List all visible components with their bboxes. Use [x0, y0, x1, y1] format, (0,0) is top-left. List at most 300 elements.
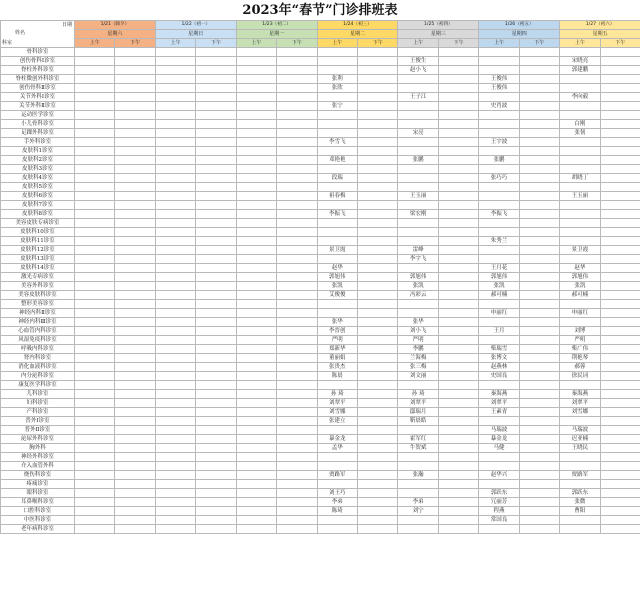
schedule-cell: 刘翠平 — [398, 399, 438, 408]
department-cell: 创伤骨科Ⅱ诊室 — [1, 84, 75, 93]
table-row — [1, 300, 640, 309]
schedule-cell — [358, 498, 398, 507]
half-day-header-pm: 下午 — [438, 39, 478, 48]
schedule-cell — [317, 111, 357, 120]
schedule-cell — [236, 282, 276, 291]
schedule-cell — [560, 480, 600, 489]
schedule-cell — [358, 264, 398, 273]
schedule-cell — [115, 84, 155, 93]
department-cell: 皮肤科7诊室 — [1, 201, 75, 210]
schedule-cell — [519, 192, 559, 201]
schedule-cell: 李振飞 — [317, 210, 357, 219]
schedule-cell — [277, 147, 317, 156]
schedule-cell — [236, 399, 276, 408]
schedule-cell — [519, 399, 559, 408]
department-cell: 激光专病诊室 — [1, 273, 75, 282]
schedule-cell — [155, 192, 195, 201]
schedule-cell — [236, 336, 276, 345]
schedule-cell — [277, 138, 317, 147]
schedule-cell — [196, 129, 236, 138]
schedule-cell — [600, 489, 640, 498]
schedule-cell — [317, 453, 357, 462]
schedule-cell — [519, 462, 559, 471]
schedule-cell — [519, 345, 559, 354]
schedule-cell — [600, 372, 640, 381]
schedule-cell — [479, 48, 519, 57]
schedule-cell — [115, 237, 155, 246]
schedule-table — [0, 20, 640, 534]
schedule-cell — [560, 255, 600, 264]
schedule-cell — [479, 462, 519, 471]
schedule-cell — [358, 426, 398, 435]
schedule-cell — [358, 381, 398, 390]
schedule-cell: 张宁 — [317, 102, 357, 111]
schedule-cell — [438, 93, 478, 102]
schedule-cell: 暴金龙 — [317, 435, 357, 444]
schedule-cell — [519, 309, 559, 318]
schedule-cell — [398, 147, 438, 156]
schedule-cell — [358, 228, 398, 237]
table-row — [1, 273, 640, 282]
schedule-cell: 朱秀兰 — [479, 237, 519, 246]
schedule-cell: 兰海梅 — [398, 354, 438, 363]
schedule-cell — [479, 219, 519, 228]
schedule-cell — [196, 498, 236, 507]
schedule-cell — [358, 507, 398, 516]
department-cell: 呼吸内科诊室 — [1, 345, 75, 354]
table-row — [1, 219, 640, 228]
schedule-cell — [519, 147, 559, 156]
schedule-cell — [479, 66, 519, 75]
schedule-cell — [75, 93, 115, 102]
schedule-cell — [196, 282, 236, 291]
department-cell: 泌尿外科诊室 — [1, 435, 75, 444]
schedule-cell — [519, 417, 559, 426]
department-cell: 皮肤科11诊室 — [1, 237, 75, 246]
schedule-cell: 赵小飞 — [398, 66, 438, 75]
schedule-cell — [358, 282, 398, 291]
schedule-cell — [115, 417, 155, 426]
schedule-cell — [115, 75, 155, 84]
table-row — [1, 309, 640, 318]
schedule-cell — [236, 246, 276, 255]
schedule-cell — [479, 525, 519, 534]
schedule-cell: 景卫霞 — [560, 246, 600, 255]
schedule-cell — [358, 174, 398, 183]
schedule-cell: 贾路军 — [560, 471, 600, 480]
schedule-cell — [398, 120, 438, 129]
schedule-cell — [398, 480, 438, 489]
schedule-cell — [277, 426, 317, 435]
schedule-cell — [115, 102, 155, 111]
schedule-cell: 孟华 — [317, 444, 357, 453]
schedule-cell — [75, 57, 115, 66]
schedule-cell — [155, 120, 195, 129]
schedule-cell — [600, 291, 640, 300]
schedule-cell — [75, 237, 115, 246]
schedule-cell — [236, 354, 276, 363]
schedule-cell — [196, 120, 236, 129]
schedule-cell — [115, 264, 155, 273]
schedule-cell — [519, 201, 559, 210]
schedule-cell — [196, 219, 236, 228]
schedule-cell — [75, 471, 115, 480]
schedule-cell: 邓艳艳 — [317, 156, 357, 165]
schedule-cell — [236, 111, 276, 120]
schedule-cell — [560, 228, 600, 237]
schedule-cell — [115, 381, 155, 390]
schedule-cell — [438, 480, 478, 489]
schedule-cell: 申丽红 — [479, 309, 519, 318]
schedule-cell — [236, 183, 276, 192]
schedule-cell: 郝可楠 — [479, 291, 519, 300]
schedule-cell: 张凯 — [317, 282, 357, 291]
schedule-cell — [600, 246, 640, 255]
schedule-cell — [358, 210, 398, 219]
schedule-cell — [155, 219, 195, 228]
schedule-cell — [438, 372, 478, 381]
schedule-cell: 郑新华 — [317, 345, 357, 354]
schedule-cell — [600, 390, 640, 399]
schedule-cell — [438, 111, 478, 120]
table-row — [1, 462, 640, 471]
schedule-cell — [519, 273, 559, 282]
schedule-cell — [560, 48, 600, 57]
department-cell: 皮肤科4诊室 — [1, 174, 75, 183]
schedule-cell — [600, 183, 640, 192]
department-cell: 美容皮肤专病诊室 — [1, 219, 75, 228]
schedule-cell — [155, 354, 195, 363]
schedule-cell: 贾路军 — [317, 471, 357, 480]
department-cell: 口腔科诊室 — [1, 507, 75, 516]
schedule-cell — [600, 264, 640, 273]
schedule-cell — [115, 426, 155, 435]
schedule-cell — [479, 201, 519, 210]
schedule-cell — [155, 318, 195, 327]
schedule-cell — [196, 408, 236, 417]
schedule-cell — [600, 66, 640, 75]
department-cell: 脊柱外科诊室 — [1, 66, 75, 75]
schedule-cell — [438, 129, 478, 138]
schedule-cell — [75, 192, 115, 201]
schedule-cell — [600, 84, 640, 93]
schedule-cell — [196, 93, 236, 102]
table-row — [1, 120, 640, 129]
schedule-cell — [196, 111, 236, 120]
schedule-cell — [75, 255, 115, 264]
schedule-cell — [277, 156, 317, 165]
schedule-cell — [438, 471, 478, 480]
department-cell: 关节外科Ⅱ诊室 — [1, 102, 75, 111]
corner-header — [1, 21, 75, 48]
schedule-cell — [115, 399, 155, 408]
schedule-cell — [196, 210, 236, 219]
table-row — [1, 84, 640, 93]
schedule-cell — [560, 138, 600, 147]
schedule-cell — [479, 381, 519, 390]
schedule-cell: 刘宁 — [398, 507, 438, 516]
schedule-cell: 李宇飞 — [398, 255, 438, 264]
schedule-cell — [155, 210, 195, 219]
schedule-cell — [75, 147, 115, 156]
schedule-cell — [317, 66, 357, 75]
schedule-cell: 张华 — [398, 318, 438, 327]
schedule-cell: 张瀚 — [398, 471, 438, 480]
schedule-cell: 宋亮 — [398, 129, 438, 138]
schedule-cell — [115, 210, 155, 219]
schedule-cell — [155, 390, 195, 399]
table-row — [1, 489, 640, 498]
schedule-cell — [75, 75, 115, 84]
schedule-cell: 柴广伟 — [560, 345, 600, 354]
schedule-cell — [600, 237, 640, 246]
schedule-cell — [398, 102, 438, 111]
schedule-cell — [196, 174, 236, 183]
department-cell: 美容皮肤科诊室 — [1, 291, 75, 300]
schedule-cell — [75, 480, 115, 489]
schedule-cell — [155, 372, 195, 381]
schedule-cell — [358, 129, 398, 138]
schedule-cell — [519, 336, 559, 345]
department-cell: 脊柱微创外科诊室 — [1, 75, 75, 84]
schedule-cell — [75, 453, 115, 462]
corner-name-label: 姓名 — [15, 30, 26, 36]
schedule-cell: 王晓民 — [560, 444, 600, 453]
table-row — [1, 147, 640, 156]
schedule-cell — [236, 120, 276, 129]
schedule-cell — [438, 453, 478, 462]
schedule-cell — [155, 138, 195, 147]
schedule-cell — [196, 102, 236, 111]
schedule-cell — [155, 435, 195, 444]
schedule-cell — [358, 255, 398, 264]
department-cell: 皮肤科13诊室 — [1, 255, 75, 264]
department-cell: 眼科诊室 — [1, 489, 75, 498]
department-cell: 中医科诊室 — [1, 516, 75, 525]
schedule-cell — [236, 408, 276, 417]
schedule-cell — [479, 147, 519, 156]
schedule-cell — [560, 318, 600, 327]
schedule-cell — [277, 309, 317, 318]
schedule-cell — [75, 210, 115, 219]
schedule-cell — [479, 93, 519, 102]
schedule-cell — [519, 246, 559, 255]
schedule-cell — [115, 93, 155, 102]
schedule-cell — [75, 309, 115, 318]
schedule-cell — [75, 120, 115, 129]
table-row — [1, 210, 640, 219]
schedule-cell — [75, 444, 115, 453]
schedule-cell — [115, 408, 155, 417]
schedule-cell — [236, 417, 276, 426]
schedule-cell — [277, 174, 317, 183]
schedule-cell: 秦海燕 — [560, 390, 600, 399]
schedule-cell — [236, 48, 276, 57]
schedule-cell — [358, 246, 398, 255]
schedule-cell: 李向毅 — [560, 93, 600, 102]
schedule-cell — [560, 165, 600, 174]
schedule-cell — [479, 192, 519, 201]
schedule-cell — [358, 93, 398, 102]
schedule-cell — [600, 75, 640, 84]
schedule-cell — [155, 147, 195, 156]
schedule-cell: 暴金龙 — [479, 435, 519, 444]
half-day-header-pm: 下午 — [115, 39, 155, 48]
day-weekday-header: 星期六 — [75, 30, 156, 39]
schedule-cell: 赵华兴 — [479, 471, 519, 480]
schedule-cell: 张建立 — [317, 417, 357, 426]
schedule-cell: 赵华 — [560, 264, 600, 273]
schedule-cell — [560, 516, 600, 525]
schedule-cell — [358, 318, 398, 327]
schedule-cell — [560, 84, 600, 93]
schedule-cell — [277, 372, 317, 381]
schedule-cell — [519, 183, 559, 192]
department-cell: 儿科诊室 — [1, 390, 75, 399]
schedule-cell: 申丽红 — [560, 309, 600, 318]
schedule-cell: 严明 — [398, 336, 438, 345]
schedule-cell — [438, 300, 478, 309]
schedule-cell — [358, 408, 398, 417]
schedule-cell — [277, 480, 317, 489]
schedule-cell — [236, 435, 276, 444]
department-cell: 创伤骨科Ⅰ诊室 — [1, 57, 75, 66]
schedule-cell: 秦海燕 — [479, 390, 519, 399]
table-row — [1, 354, 640, 363]
schedule-cell — [358, 372, 398, 381]
schedule-cell — [236, 525, 276, 534]
schedule-cell — [155, 408, 195, 417]
page-title: 2023年“春节”门诊排班表 — [242, 3, 398, 18]
table-row — [1, 435, 640, 444]
schedule-cell — [75, 165, 115, 174]
schedule-cell — [600, 111, 640, 120]
schedule-cell: 常国良 — [479, 516, 519, 525]
schedule-cell — [600, 129, 640, 138]
schedule-cell — [358, 336, 398, 345]
table-row — [1, 75, 640, 84]
schedule-cell — [115, 498, 155, 507]
schedule-cell: 孙 琦 — [317, 390, 357, 399]
table-row — [1, 264, 640, 273]
schedule-cell: 张鹏 — [398, 156, 438, 165]
schedule-cell — [519, 453, 559, 462]
schedule-cell — [236, 228, 276, 237]
schedule-cell — [358, 75, 398, 84]
schedule-cell — [560, 102, 600, 111]
schedule-cell — [398, 219, 438, 228]
schedule-cell — [196, 480, 236, 489]
schedule-cell — [560, 147, 600, 156]
schedule-cell — [438, 390, 478, 399]
schedule-cell — [600, 381, 640, 390]
schedule-cell — [479, 120, 519, 129]
schedule-cell: 张凯 — [479, 282, 519, 291]
schedule-cell — [519, 363, 559, 372]
half-day-header-am: 上午 — [317, 39, 357, 48]
schedule-cell — [358, 48, 398, 57]
schedule-cell — [438, 426, 478, 435]
schedule-cell — [438, 264, 478, 273]
schedule-cell: 张三梅 — [398, 363, 438, 372]
table-row — [1, 381, 640, 390]
schedule-cell — [75, 300, 115, 309]
schedule-cell — [236, 381, 276, 390]
schedule-cell — [600, 318, 640, 327]
department-cell: 疼痛诊室 — [1, 480, 75, 489]
schedule-cell — [75, 291, 115, 300]
schedule-cell: 刘王巧 — [317, 489, 357, 498]
schedule-cell — [600, 300, 640, 309]
schedule-cell — [317, 309, 357, 318]
schedule-cell: 艾俊俊 — [317, 291, 357, 300]
schedule-cell — [358, 462, 398, 471]
table-row — [1, 102, 640, 111]
schedule-cell — [115, 282, 155, 291]
schedule-cell — [600, 444, 640, 453]
schedule-cell — [560, 381, 600, 390]
schedule-cell — [358, 453, 398, 462]
schedule-cell — [438, 147, 478, 156]
schedule-cell — [75, 462, 115, 471]
table-row — [1, 228, 640, 237]
schedule-cell — [438, 174, 478, 183]
schedule-cell — [236, 372, 276, 381]
table-row — [1, 399, 640, 408]
schedule-cell — [438, 183, 478, 192]
schedule-cell — [236, 201, 276, 210]
schedule-cell — [196, 291, 236, 300]
day-weekday-header: 星期四 — [479, 30, 560, 39]
schedule-cell — [317, 300, 357, 309]
half-day-header-am: 上午 — [398, 39, 438, 48]
schedule-cell: 孙 琦 — [398, 390, 438, 399]
schedule-cell — [479, 417, 519, 426]
schedule-cell — [438, 498, 478, 507]
schedule-cell — [115, 507, 155, 516]
schedule-cell — [236, 462, 276, 471]
schedule-cell — [358, 363, 398, 372]
schedule-cell — [277, 291, 317, 300]
schedule-cell: 王玉丽 — [398, 192, 438, 201]
schedule-cell — [277, 525, 317, 534]
schedule-cell — [236, 174, 276, 183]
schedule-cell — [438, 237, 478, 246]
schedule-cell — [155, 471, 195, 480]
department-cell: 心血管内科诊室 — [1, 327, 75, 336]
schedule-cell — [115, 273, 155, 282]
schedule-cell: 祖春梅 — [317, 192, 357, 201]
schedule-cell — [155, 480, 195, 489]
schedule-cell — [438, 327, 478, 336]
schedule-cell — [438, 66, 478, 75]
schedule-cell — [438, 381, 478, 390]
schedule-cell — [236, 93, 276, 102]
schedule-cell — [155, 57, 195, 66]
table-row — [1, 183, 640, 192]
schedule-cell — [115, 372, 155, 381]
department-cell: 产科诊室 — [1, 408, 75, 417]
schedule-cell — [560, 219, 600, 228]
schedule-cell — [519, 318, 559, 327]
schedule-cell — [438, 120, 478, 129]
schedule-cell — [438, 75, 478, 84]
schedule-cell — [115, 57, 155, 66]
schedule-cell: 张贵杰 — [317, 363, 357, 372]
schedule-cell — [155, 129, 195, 138]
schedule-cell — [600, 165, 640, 174]
schedule-cell — [155, 282, 195, 291]
